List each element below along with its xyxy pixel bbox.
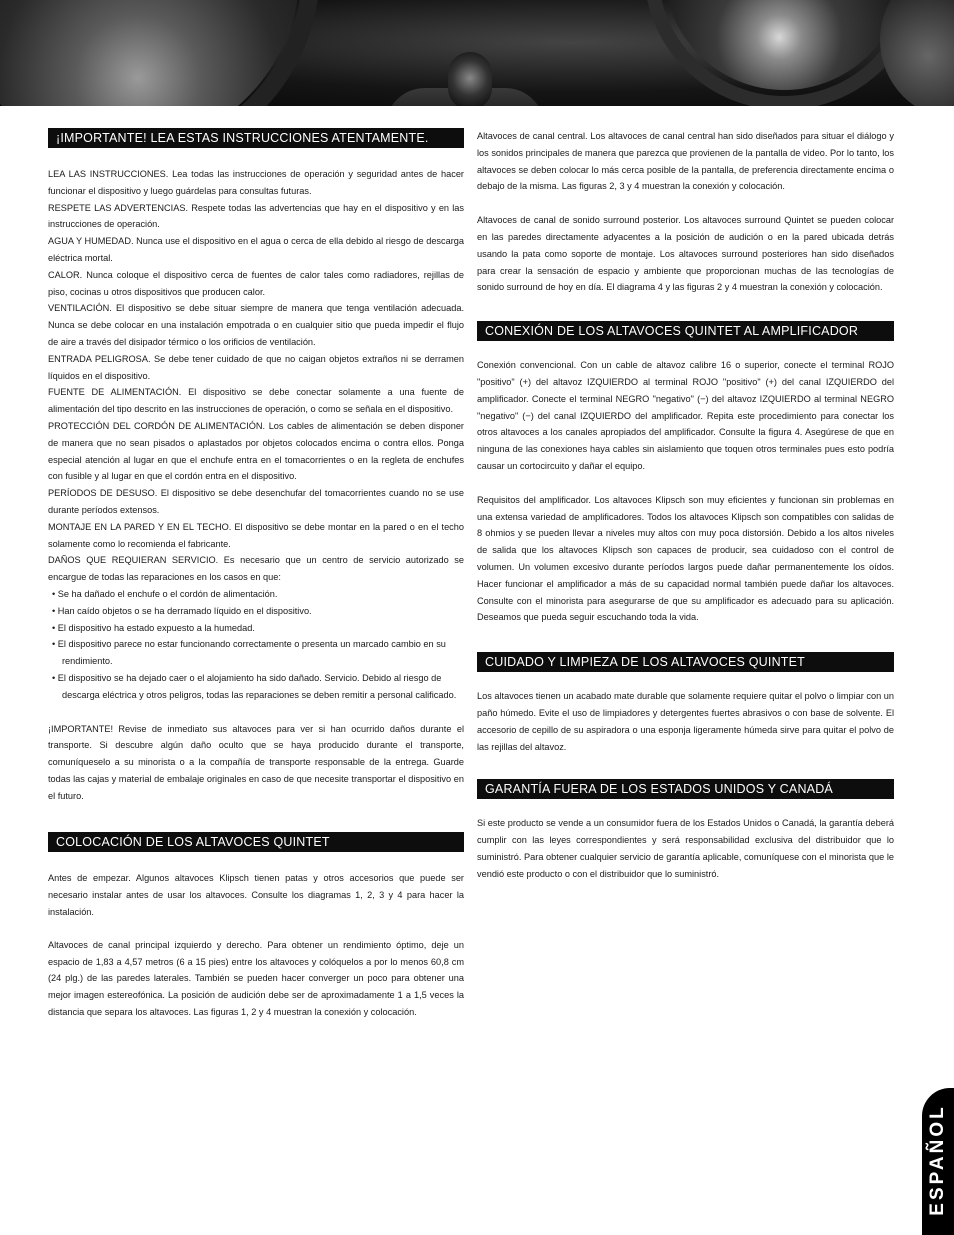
para-ventilacion: VENTILACIÓN. El dispositivo se debe situar siempre de manera que tenga ventilación adecuada. Nunca se debe colocar en una instalación empotrada o en cualquier sitio que pueda impedir el flujo de aire a través del disipador térmico o los orificios de ventilación. — [48, 303, 464, 347]
para-surround: Altavoces de canal de sonido surround posterior. Los altavoces surround Quintet se pueden colocar en las paredes directamente adyacentes a la posición de audición o en la pared ubicada detrás usando la pata como soporte de montaje. Los altavoces surround posteriores han sido diseñados para crear la sensación de espacio y ambiente que proporcionan muchas de las tecnologías de sonido surround de hoy en día. El diagrama 4 y las figuras 2 y 4 muestran la conexión y colocación. — [477, 215, 894, 293]
para-lea-instrucciones: LEA LAS INSTRUCCIONES. Lea todas las instrucciones de operación y seguridad antes de hacer funcionar el dispositivo y luego guárdelas para consultas futuras. — [48, 169, 464, 196]
bullet-item: • Se ha dañado el enchufe o el cordón de alimentación. — [52, 588, 278, 599]
para-importante-revision: ¡IMPORTANTE! Revise de inmediato sus altavoces para ver si han ocurrido daños durante el transporte. Si descubre algún daño oculto que se haya producido durante el transporte, comuníqueselo a su minorista o a la compañía de transporte responsable de la entrega. Guarde todas las cajas y material de embalaje originales en caso de que necesite transportar el dispositivo en el futuro. — [48, 723, 464, 801]
para-cuidado-limpieza: Los altavoces tienen un acabado mate durable que solamente requiere quitar el polvo o limpiar con un paño húmedo. Evite el uso de limpiadores y detergentes fuertes abrasivos o con base de solvente. El accesorio de cepillo de su aspiradora o una esponja ligeramente húmeda sirve para quitar el polvo de las rejillas del altavoz. — [477, 691, 894, 752]
language-tab-label: ESPAÑOL — [927, 1104, 948, 1216]
para-garantia: Si este producto se vende a un consumidor fuera de los Estados Unidos o Canadá, la garantía deberá cumplir con las leyes correspondientes y será responsabilidad exclusiva del distribuidor que lo suministró. Para obtener cualquier servicio de garantía aplicable, comuníquese con el minorista que le vendió este producto o con el distribuidor que lo suministró. — [477, 818, 894, 879]
language-side-tab — [922, 1088, 954, 1235]
para-requisitos-amplificador: Requisitos del amplificador. Los altavoces Klipsch son muy eficientes y funcionan sin problemas en una extensa variedad de amplificadores. Todos los altavoces Klipsch son compatibles con salidas de 8 ohmios y se pueden llevar a niveles muy altos con muy poca distorsión. Debido a los altos niveles de salida que los altavoces Klipsch son capaces de producir, sea cuidadoso con el control de volumen. Un volumen excesivo durante períodos largos puede dañar permanentemente los oídos. Hacer funcionar el amplificador a más de su capacidad normal también puede dañar los altavoces. Consulte con el minorista para asegurarse de que su amplificador es adecuado para su aplicación. Deseamos que pueda seguir escuchando toda la vida. — [477, 494, 894, 623]
bullet-item: • El dispositivo parece no estar funcionando correctamente o presenta un marcado cambio en su rendimiento. — [52, 639, 446, 667]
speaker-photo-banner — [0, 0, 954, 106]
right-column — [477, 128, 894, 883]
para-conexion-convencional: Conexión convencional. Con un cable de altavoz calibre 16 o superior, conecte el terminal ROJO "positivo" (+) del altavoz IZQUIERDO al terminal ROJO "positivo" (+) del canal IZQUIERDO del amplificador. Conecte el terminal NEGRO "negativo" (−) del altavoz IZQUIERDO al terminal NEGRO "negativo" (−) del canal IZQUIERDO del amplificador. Repita este procedimiento para conectar los otros altavoces a los canales apropiados del amplificador. Consulte la figura 4. Asegúrese de que en ninguna de las conexiones haya cables sin aislamiento que toquen otros terminales pues esto podría causar un cortocircuito y dañar el equipo. — [477, 360, 894, 471]
para-agua-humedad: AGUA Y HUMEDAD. Nunca use el dispositivo en el agua o cerca de ella debido al riesgo de descarga eléctrica mortal. — [48, 236, 464, 263]
heading-conexion: CONEXIÓN DE LOS ALTAVOCES QUINTET AL AMPLIFICADOR — [477, 321, 894, 341]
para-fuente-alimentacion: FUENTE DE ALIMENTACIÓN. El dispositivo se debe conectar solamente a una fuente de alimentación del tipo descrito en las instrucciones de operación, o como se señala en el dispositivo. — [48, 387, 464, 415]
left-column — [48, 128, 464, 1021]
para-canal-central: Altavoces de canal central. Los altavoces de canal central han sido diseñados para situar el diálogo y los sonidos principales de manera que parezca que provienen de la pantalla de video. Por lo tanto, los altavoces se deben colocar lo más cerca posible de la pantalla, de preferencia directamente encima o debajo de la misma. Las figuras 2, 3 y 4 muestran la conexión y colocación. — [477, 131, 894, 192]
center-speaker-tweeter — [448, 52, 492, 106]
far-right-speaker — [880, 0, 954, 106]
para-danos-servicio: DAÑOS QUE REQUIERAN SERVICIO. Es necesario que un centro de servicio autorizado se encargue de todas las reparaciones en los casos en que: — [48, 555, 464, 583]
heading-colocacion: COLOCACIÓN DE LOS ALTAVOCES QUINTET — [48, 832, 464, 852]
para-proteccion-cordon: PROTECCIÓN DEL CORDÓN DE ALIMENTACIÓN. Los cables de alimentación se deben disponer de manera que no sean pisados o aplastados por objetos colocados encima o contra ellos. Ponga especial atención al lugar en que el enchufe entra en el tomacorrientes o en la regleta de enchufes con fusible y al lugar en que el cordón entra en el dispositivo. — [48, 420, 464, 482]
para-entrada-peligrosa: ENTRADA PELIGROSA. Se debe tener cuidado de que no caigan objetos extraños ni se derramen líquidos en el dispositivo. — [48, 353, 464, 381]
bullet-item: • Han caído objetos o se ha derramado líquido en el dispositivo. — [52, 605, 312, 616]
heading-garantia: GARANTÍA FUERA DE LOS ESTADOS UNIDOS Y CANADÁ — [477, 779, 894, 799]
heading-cuidado: CUIDADO Y LIMPIEZA DE LOS ALTAVOCES QUINTET — [477, 652, 894, 672]
bullet-item: • El dispositivo ha estado expuesto a la humedad. — [52, 622, 255, 633]
para-antes-de-empezar: Antes de empezar. Algunos altavoces Klipsch tienen patas y otros accesorios que puede ser necesario instalar antes de usar los altavoces. Consulte los diagramas 1, 2, 3 y 4 para hacer la instalación. — [48, 873, 464, 918]
para-periodos-desuso: PERÍODOS DE DESUSO. El dispositivo se debe desenchufar del tomacorrientes cuando no se use durante períodos extensos. — [48, 488, 464, 515]
para-canal-principal: Altavoces de canal principal izquierdo y derecho. Para obtener un rendimiento óptimo, deje un espacio de 1,83 a 4,57 metros (6 a 15 pies) entre los altavoces y colóquelos a por lo menos 60,8 cm (24 plg.) de las paredes laterales. También se pueden hacer converger un poco para obtener una mejor imagen estereofónica. La posición de audición debe ser de aproximadamente 1 a 1,5 veces la distancia que separa los altavoces. Las figuras 1, 2 y 4 muestran la conexión y colocación. — [48, 939, 464, 1018]
para-calor: CALOR. Nunca coloque el dispositivo cerca de fuentes de calor tales como radiadores, rejillas de piso, cocinas u otros dispositivos que producen calor. — [48, 269, 464, 297]
para-montaje: MONTAJE EN LA PARED Y EN EL TECHO. El dispositivo se debe montar en la pared o en el techo solamente como lo recomienda el fabricante. — [48, 521, 464, 549]
bullet-item: • El dispositivo se ha dejado caer o el alojamiento ha sido dañado. Servicio. Debido al riesgo de descarga eléctrica y otros peligros, todas las reparaciones se deben remitir a personal calificado. — [52, 672, 457, 700]
para-respete-advertencias: RESPETE LAS ADVERTENCIAS. Respete todas las advertencias que hay en el dispositivo y en las instrucciones de operación. — [48, 202, 464, 230]
heading-important: ¡IMPORTANTE! LEA ESTAS INSTRUCCIONES ATENTAMENTE. — [48, 128, 464, 148]
